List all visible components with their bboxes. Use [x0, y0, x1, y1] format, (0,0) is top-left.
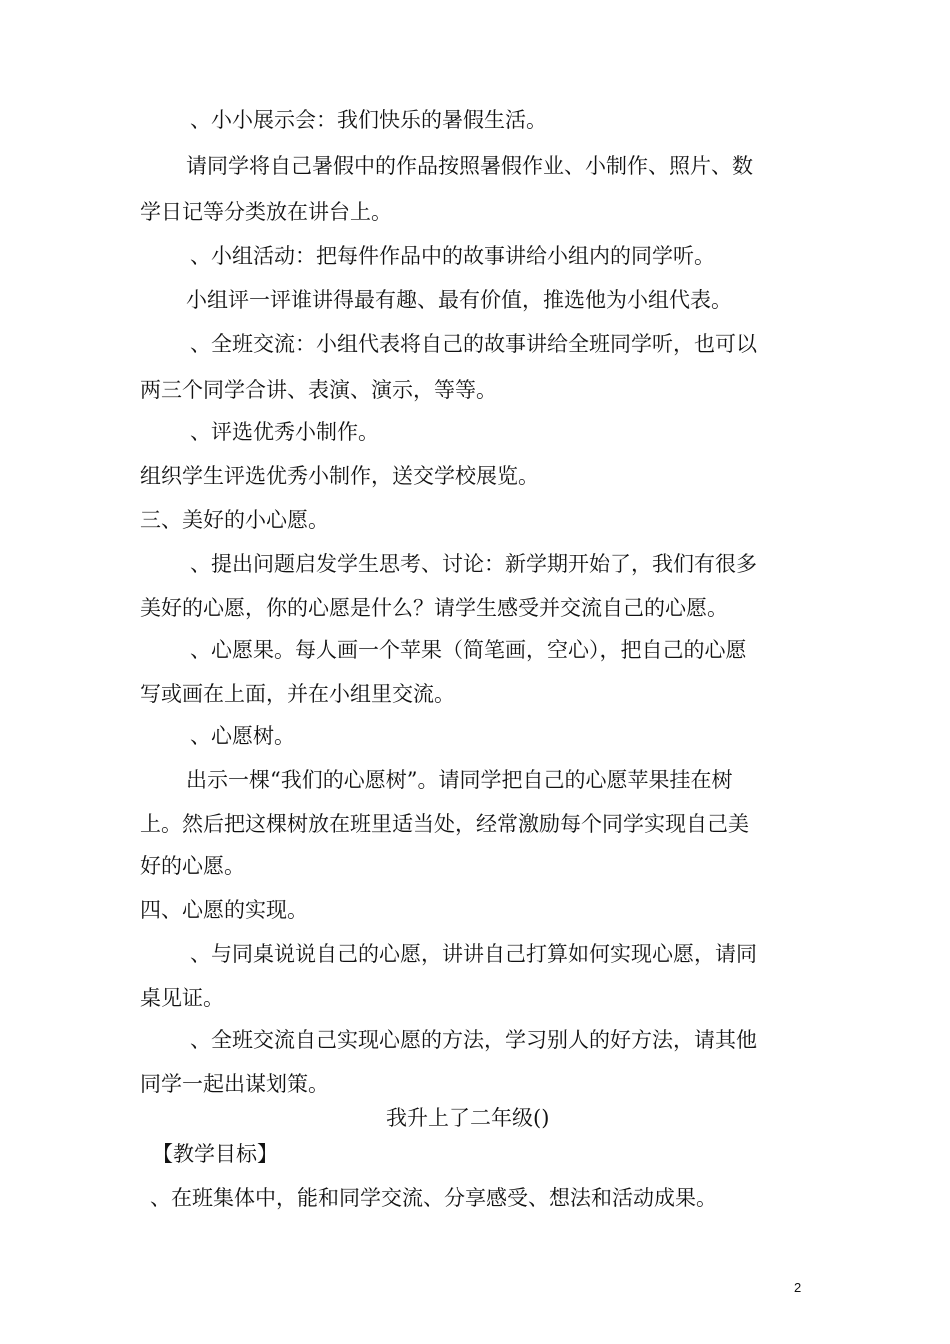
text-line: 、提出问题启发学生思考、讨论：新学期开始了，我们有很多	[190, 552, 757, 576]
text-line: 写或画在上面，并在小组里交流。	[140, 682, 455, 706]
text-line: 、心愿果。每人画一个苹果（简笔画，空心），把自己的心愿	[190, 638, 747, 662]
text-line: 、评选优秀小制作。	[190, 420, 379, 444]
section-heading: 四、心愿的实现。	[140, 898, 308, 922]
text-line: 、在班集体中，能和同学交流、分享感受、想法和活动成果。	[150, 1186, 717, 1210]
text-line: 出示一棵“我们的心愿树”。请同学把自己的心愿苹果挂在树	[186, 768, 733, 792]
text-line: 请同学将自己暑假中的作品按照暑假作业、小制作、照片、数	[186, 154, 753, 178]
page-number: 2	[794, 1280, 802, 1295]
text-line: 好的心愿。	[140, 854, 245, 878]
subsection-heading: 【教学目标】	[152, 1142, 278, 1166]
text-line: 同学一起出谋划策。	[140, 1072, 329, 1096]
text-line: 、小组活动：把每件作品中的故事讲给小组内的同学听。	[190, 244, 715, 268]
text-line: 美好的心愿，你的心愿是什么？请学生感受并交流自己的心愿。	[140, 596, 728, 620]
text-line: 桌见证。	[140, 986, 224, 1010]
text-line: 上。然后把这棵树放在班里适当处，经常激励每个同学实现自己美	[140, 812, 749, 836]
text-line: 、小小展示会：我们快乐的暑假生活。	[190, 108, 547, 132]
text-line: 、全班交流自己实现心愿的方法，学习别人的好方法，请其他	[190, 1028, 757, 1052]
text-line: 学日记等分类放在讲台上。	[140, 200, 392, 224]
text-line: 、与同桌说说自己的心愿，讲讲自己打算如何实现心愿，请同	[190, 942, 757, 966]
text-line: 、心愿树。	[190, 724, 295, 748]
text-line: 小组评一评谁讲得最有趣、最有价值，推选他为小组代表。	[186, 288, 732, 312]
text-line: 、全班交流：小组代表将自己的故事讲给全班同学听，也可以	[190, 332, 757, 356]
lesson-title: 我升上了二年级()	[386, 1106, 550, 1130]
text-line: 组织学生评选优秀小制作，送交学校展览。	[140, 464, 539, 488]
section-heading: 三、美好的小心愿。	[140, 508, 329, 532]
text-line: 两三个同学合讲、表演、演示，等等。	[140, 378, 497, 402]
